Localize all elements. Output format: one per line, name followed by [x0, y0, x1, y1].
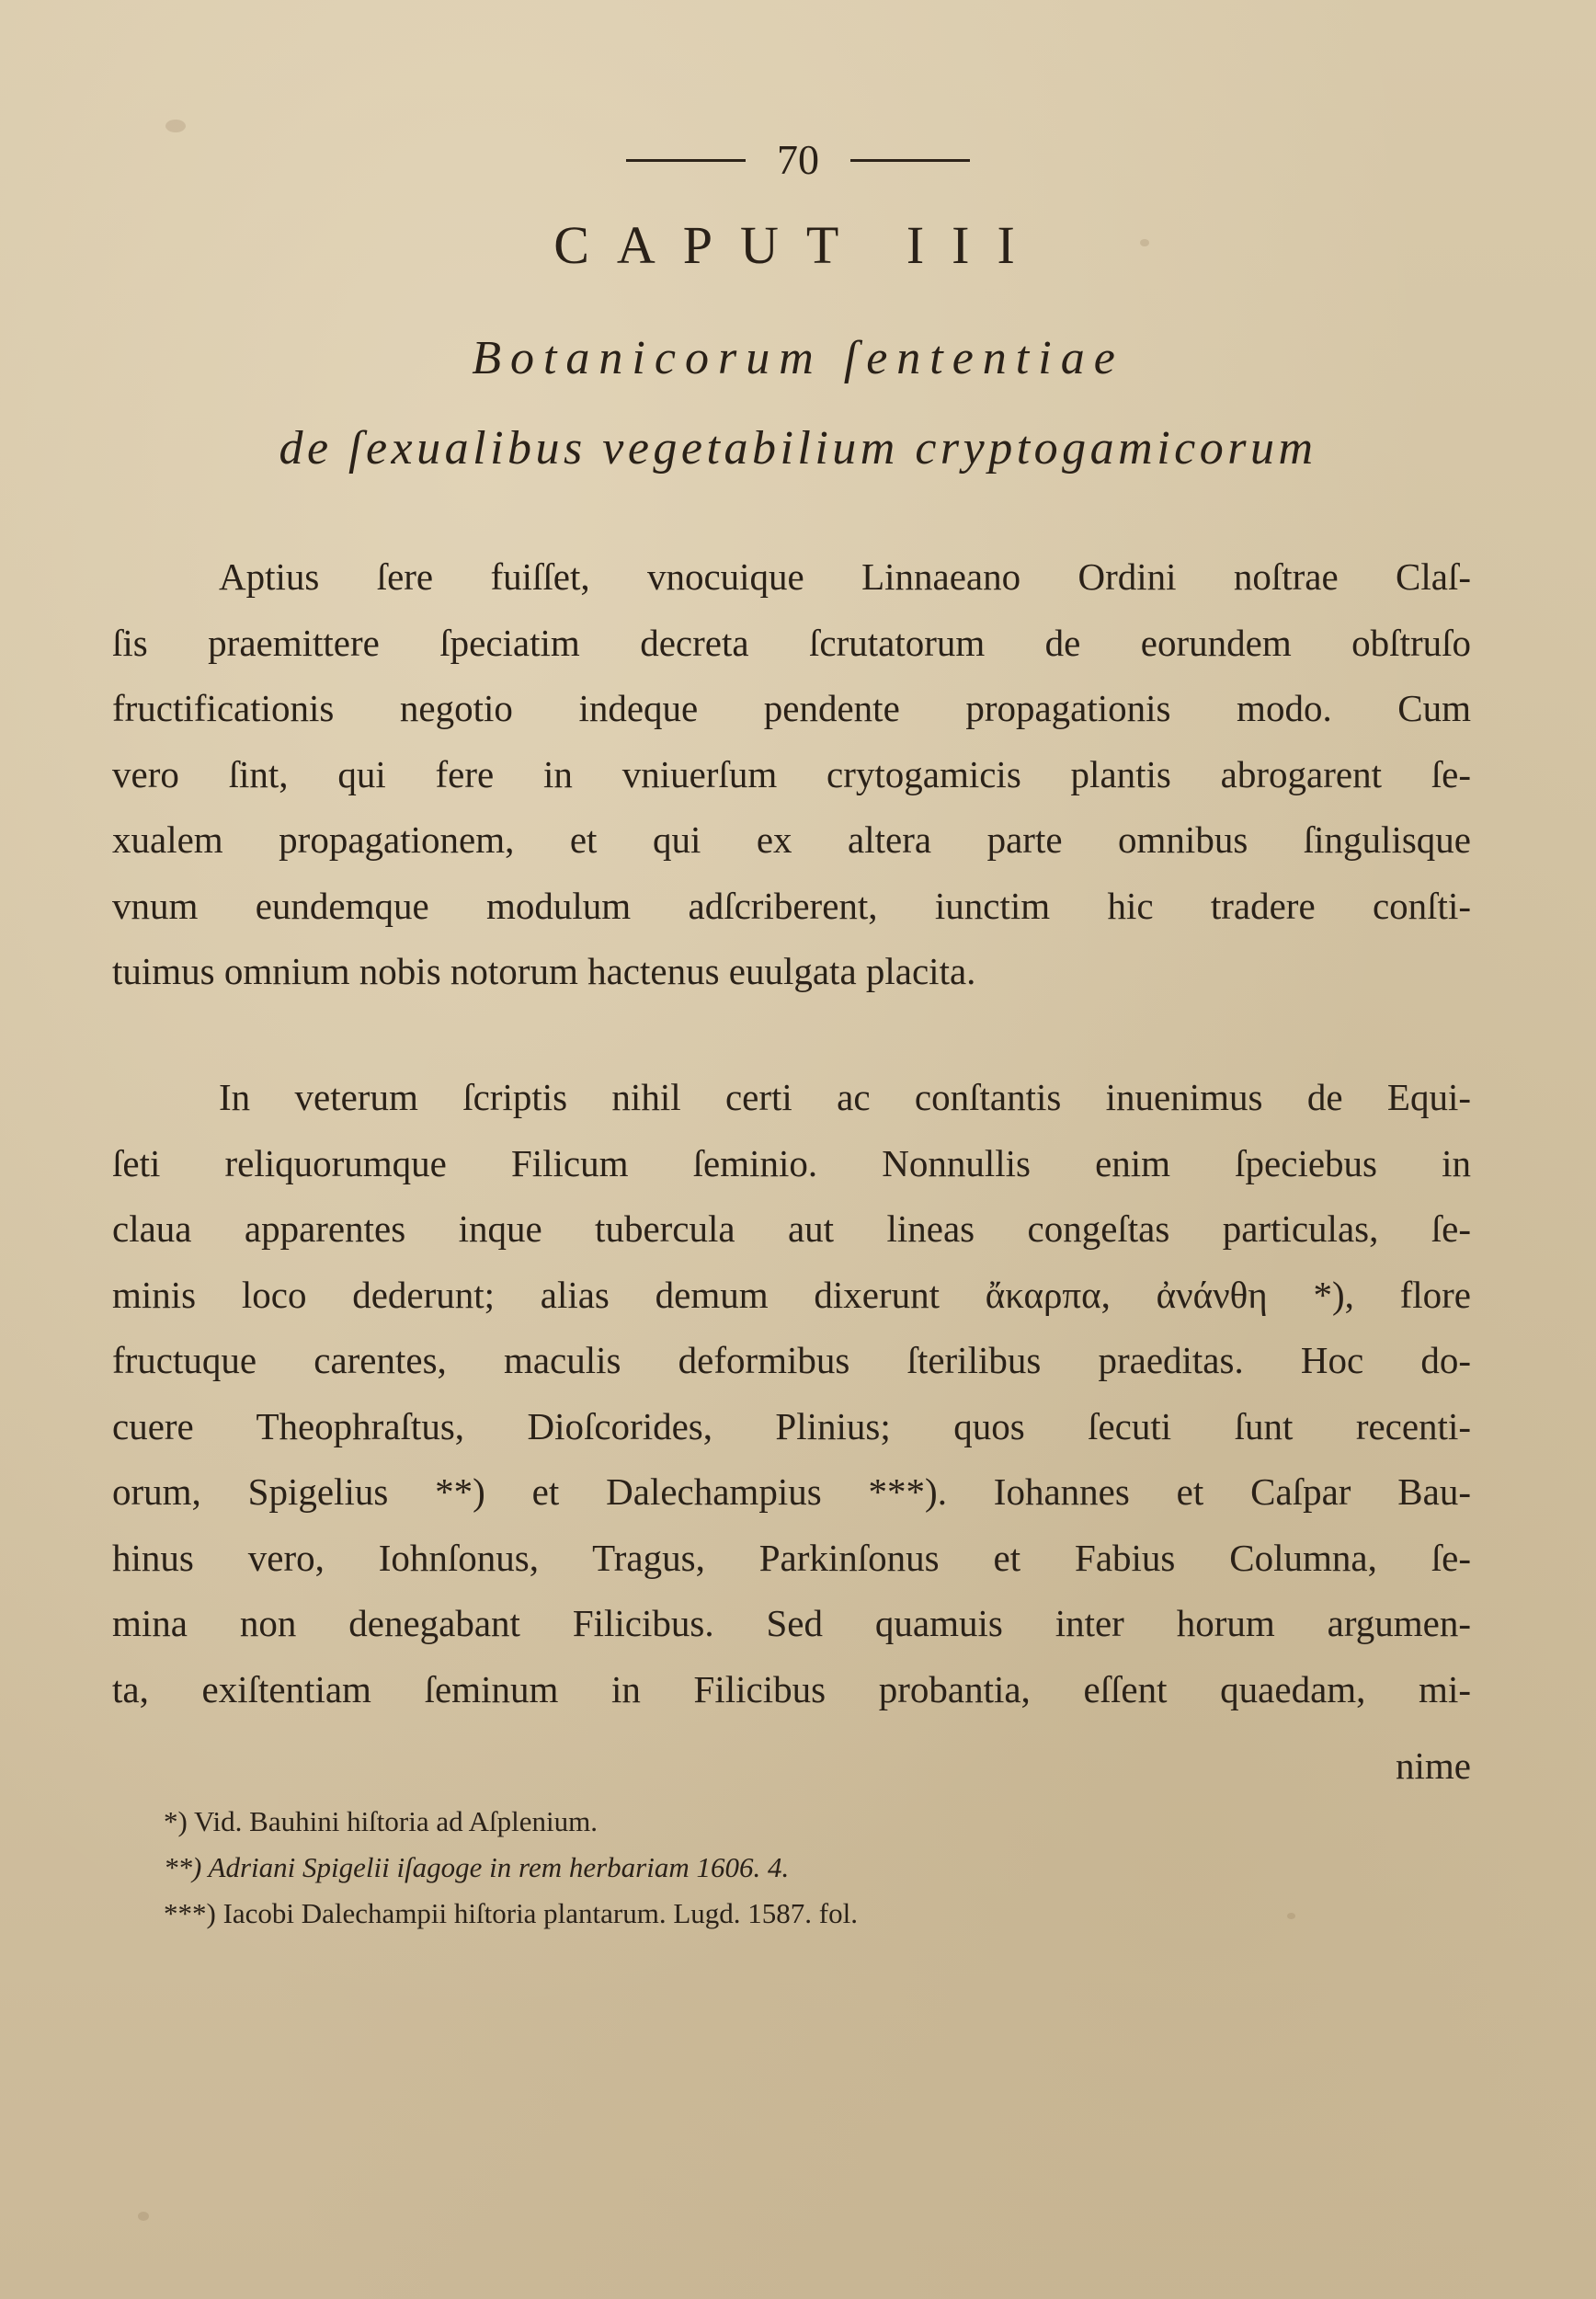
- paragraph-line: tuimus omnium nobis notorum hactenus euulgata placita.: [112, 950, 976, 992]
- page-number: 70: [777, 136, 819, 184]
- footnote-1: *) Vid. Bauhini hiſtoria ad Aſplenium.: [164, 1805, 598, 1837]
- chapter-heading: CAPUT III: [553, 215, 1043, 275]
- paragraph-line: cuere Theophraſtus, Dioſcorides, Plinius; quos ſecuti ſunt recenti-: [112, 1404, 1471, 1447]
- paragraph-line: In veterum ſcriptis nihil certi ac conſtantis inuenimus de Equi-: [219, 1076, 1471, 1118]
- footnote-2: **) Adriani Spigelii iſagoge in rem herbariam 1606. 4.: [164, 1851, 790, 1883]
- paragraph-2: [112, 1065, 1471, 1722]
- chapter-subtitle-line-2: de ſexualibus vegetabilium cryptogamicorum: [279, 422, 1317, 475]
- paragraph-line: fructificationis negotio indeque pendente propagationis modo. Cum: [112, 687, 1471, 729]
- paragraph-line: hinus vero, Iohnſonus, Tragus, Parkinſonus et Fabius Columna, ſe-: [112, 1536, 1471, 1579]
- paragraph-line: xualem propagationem, et qui ex altera parte omnibus ſingulisque: [112, 818, 1471, 861]
- paragraph-line: orum, Spigelius **) et Dalechampius ***). Iohannes et Caſpar Bau-: [112, 1470, 1471, 1513]
- footnotes: [164, 1799, 1359, 1937]
- page-number-line: [0, 129, 1596, 188]
- paper-spot: [138, 2212, 149, 2221]
- left-rule: [626, 159, 746, 162]
- paragraph-line: vnum eundemque modulum adſcriberent, iunctim hic tradere conſti-: [112, 884, 1471, 927]
- paragraph-line: claua apparentes inque tubercula aut lineas congeſtas particulas, ſe-: [112, 1207, 1471, 1250]
- paragraph-line: ta, exiſtentiam ſeminum in Filicibus probantia, eſſent quaedam, mi-: [112, 1667, 1471, 1710]
- paragraph-line: minis loco dederunt; alias demum dixerunt ἄκαρπα, ἀνάνθη *), flore: [112, 1273, 1471, 1316]
- catchword: nime: [1396, 1744, 1471, 1787]
- paragraph-line: ſis praemittere ſpeciatim decreta ſcrutatorum de eorundem obſtruſo: [112, 621, 1471, 664]
- chapter-subtitle-line-1: Botanicorum ſententiae: [472, 332, 1124, 384]
- paragraph-1: [112, 544, 1471, 1005]
- paragraph-line: fructuque carentes, maculis deformibus ſterilibus praeditas. Hoc do-: [112, 1339, 1471, 1381]
- paragraph-line: ſeti reliquorumque Filicum ſeminio. Nonnullis enim ſpeciebus in: [112, 1141, 1471, 1184]
- paragraph-line: Aptius ſere fuiſſet, vnocuique Linnaeano Ordini noſtrae Claſ-: [219, 555, 1471, 598]
- paragraph-line: mina non denegabant Filicibus. Sed quamuis inter horum argumen-: [112, 1602, 1471, 1644]
- paragraph-line: vero ſint, qui fere in vniuerſum crytogamicis plantis abrogarent ſe-: [112, 752, 1471, 795]
- right-rule: [850, 159, 970, 162]
- footnote-3: ***) Iacobi Dalechampii hiſtoria plantarum. Lugd. 1587. fol.: [164, 1897, 858, 1929]
